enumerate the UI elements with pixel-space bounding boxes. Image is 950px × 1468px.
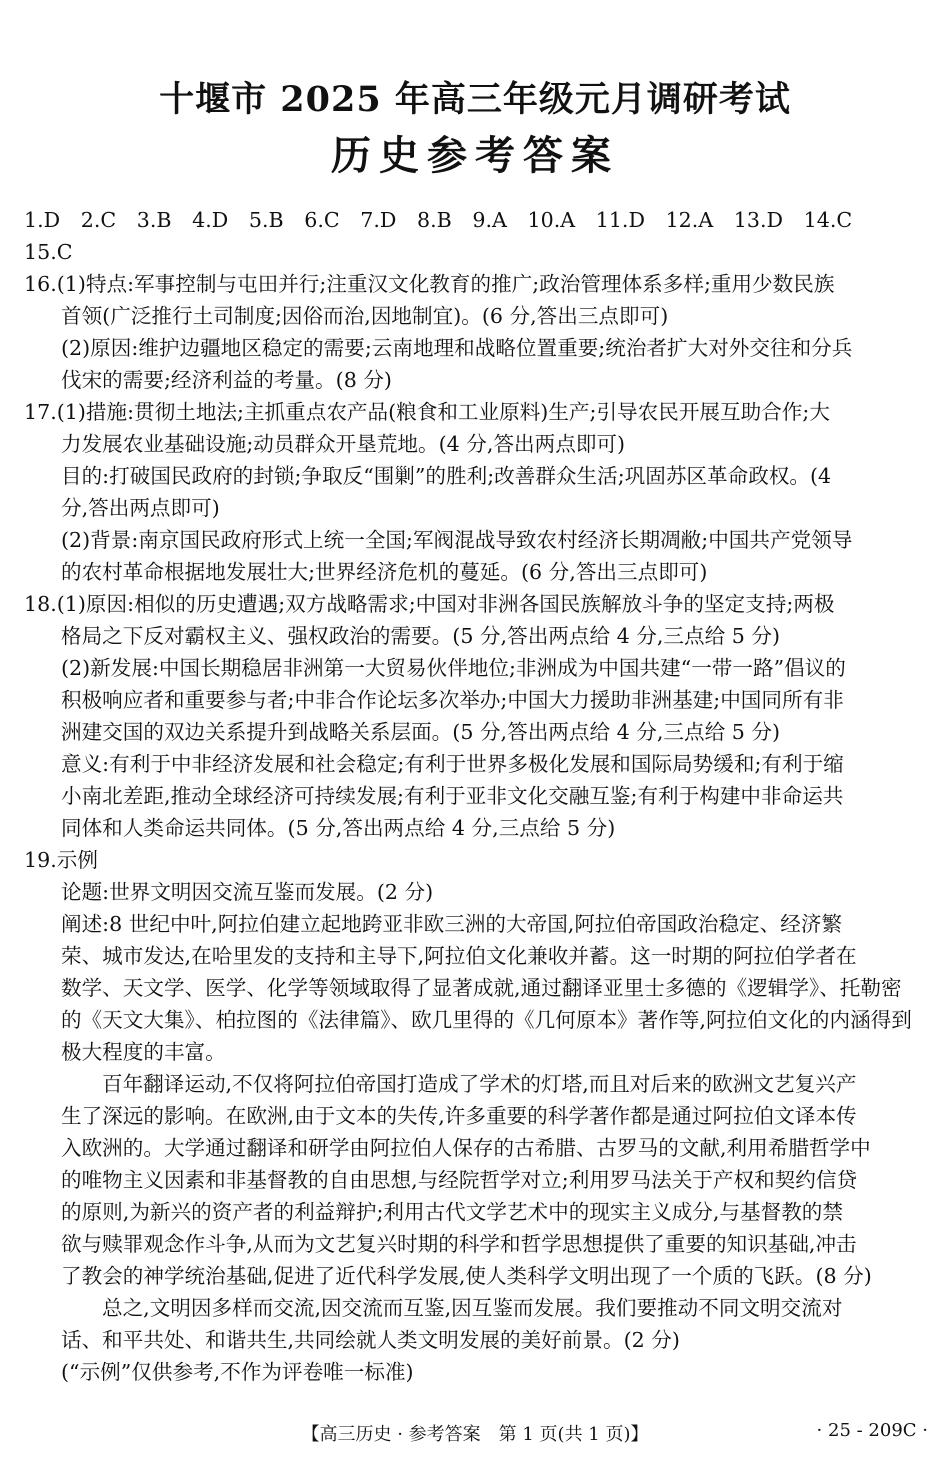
- q19-line: 荣、城市发达,在哈里发的支持和主导下,阿拉伯文化兼收并蓄。这一时期的阿拉伯学者在: [61, 944, 857, 968]
- q19-line: 19.示例: [24, 848, 98, 872]
- q19-line: 的原则,为新兴的资产者的利益辩护;利用古代文学艺术中的现实主义成分,与基督教的禁: [61, 1200, 843, 1224]
- q19-paragraph-start: 百年翻译运动,不仅将阿拉伯帝国打造成了学术的灯塔,而且对后来的欧洲文艺复兴产: [102, 1072, 857, 1096]
- q19-paragraph-start: 总之,文明因多样而交流,因交流而互鉴,因互鉴而发展。我们要推动不同文明交流对: [102, 1296, 843, 1320]
- q16-line: 伐宋的需要;经济利益的考量。(8 分): [61, 368, 392, 392]
- q19-line: 生了深远的影响。在欧洲,由于文本的失传,许多重要的科学著作都是通过阿拉伯文译本传: [61, 1104, 857, 1128]
- q18-line: 同体和人类命运共同体。(5 分,答出两点给 4 分,三点给 5 分): [61, 816, 616, 840]
- exam-title: 十堰市 2025 年高三年级元月调研考试: [159, 79, 791, 120]
- q19-line: 入欧洲的。大学通过翻译和研学由阿拉伯人保存的古希腊、古罗马的文献,利用希腊哲学中: [61, 1136, 871, 1160]
- q19-line: 的《天文大集》、柏拉图的《法律篇》、欧几里得的《几何原本》著作等,阿拉伯文化的内涵得到: [61, 1008, 912, 1032]
- q19-line: 论题:世界文明因交流互鉴而发展。(2 分): [61, 880, 434, 904]
- q17-line: 力发展农业基础设施;动员群众开垦荒地。(4 分,答出两点即可): [61, 432, 626, 456]
- q17-line: 17.(1)措施:贯彻土地法;主抓重点农产品(粮食和工业原料)生产;引导农民开展互助合作;大: [24, 400, 830, 424]
- q19-line: 欲与赎罪观念作斗争,从而为文艺复兴时期的科学和哲学思想提供了重要的知识基础,冲击: [61, 1232, 857, 1256]
- q18-line: 洲建交国的双边关系提升到战略关系层面。(5 分,答出两点给 4 分,三点给 5 分): [61, 720, 781, 744]
- answer-body: [24, 204, 932, 1388]
- document-code: · 25 - 209C ·: [816, 1420, 928, 1441]
- q18-line: 意义:有利于中非经济发展和社会稳定;有利于世界多极化发展和国际局势缓和;有利于缩: [61, 752, 844, 776]
- q19-line: 的唯物主义因素和非基督教的自由思想,与经院哲学对立;利用罗马法关于产权和契约信贷: [61, 1168, 858, 1192]
- q18-line: 格局之下反对霸权主义、强权政治的需要。(5 分,答出两点给 4 分,三点给 5 分): [61, 624, 781, 648]
- q16-line: 16.(1)特点:军事控制与屯田并行;注重汉文化教育的推广;政治管理体系多样;重用少数民族: [24, 272, 835, 296]
- q17-line: 目的:打破国民政府的封锁;争取反“围剿”的胜利;改善群众生活;巩固苏区革命政权。(4: [61, 464, 832, 488]
- q19-line: 数学、天文学、医学、化学等领域取得了显著成就,通过翻译亚里士多德的《逻辑学》、托勒密: [61, 976, 902, 1000]
- q16-line: 首领(广泛推行土司制度;因俗而治,因地制宜)。(6 分,答出三点即可): [61, 304, 669, 328]
- q17-line: 分,答出两点即可): [61, 496, 220, 520]
- q18-line: 小南北差距,推动全球经济可持续发展;有利于亚非文化交融互鉴;有利于构建中非命运共: [61, 784, 844, 808]
- q19-line: 极大程度的丰富。: [61, 1040, 226, 1064]
- page-footer: 【高三历史 · 参考答案 第 1 页(共 1 页)】: [301, 1424, 649, 1445]
- q16-line: (2)原因:维护边疆地区稳定的需要;云南地理和战略位置重要;统治者扩大对外交往和分兵: [61, 336, 853, 360]
- q18-line: (2)新发展:中国长期稳居非洲第一大贸易伙伴地位;非洲成为中国共建“一带一路”倡议的: [61, 656, 846, 680]
- q19-note: (“示例”仅供参考,不作为评卷唯一标准): [61, 1360, 414, 1384]
- mc-answers-line: 1.D 2.C 3.B 4.D 5.B 6.C 7.D 8.B 9.A 10.A 11.D 12.A 13.D 14.C: [24, 208, 853, 232]
- document-title: 历史参考答案: [331, 133, 619, 179]
- q18-line: 积极响应者和重要参与者;中非合作论坛多次举办;中国大力援助非洲基建;中国同所有非: [61, 688, 844, 712]
- q19-line: 话、和平共处、和谐共生,共同绘就人类文明发展的美好前景。(2 分): [61, 1328, 680, 1352]
- q18-line: 18.(1)原因:相似的历史遭遇;双方战略需求;中国对非洲各国民族解放斗争的坚定支持;两极: [24, 592, 835, 616]
- q19-line: 阐述:8 世纪中叶,阿拉伯建立起地跨亚非欧三洲的大帝国,阿拉伯帝国政治稳定、经济繁: [61, 912, 843, 936]
- q19-line: 了教会的神学统治基础,促进了近代科学发展,使人类科学文明出现了一个质的飞跃。(8 分): [61, 1264, 872, 1288]
- mc-answers-line: 15.C: [24, 240, 73, 264]
- q17-line: (2)背景:南京国民政府形式上统一全国;军阀混战导致农村经济长期凋敝;中国共产党领导: [61, 528, 853, 552]
- q17-line: 的农村革命根据地发展壮大;世界经济危机的蔓延。(6 分,答出三点即可): [61, 560, 708, 584]
